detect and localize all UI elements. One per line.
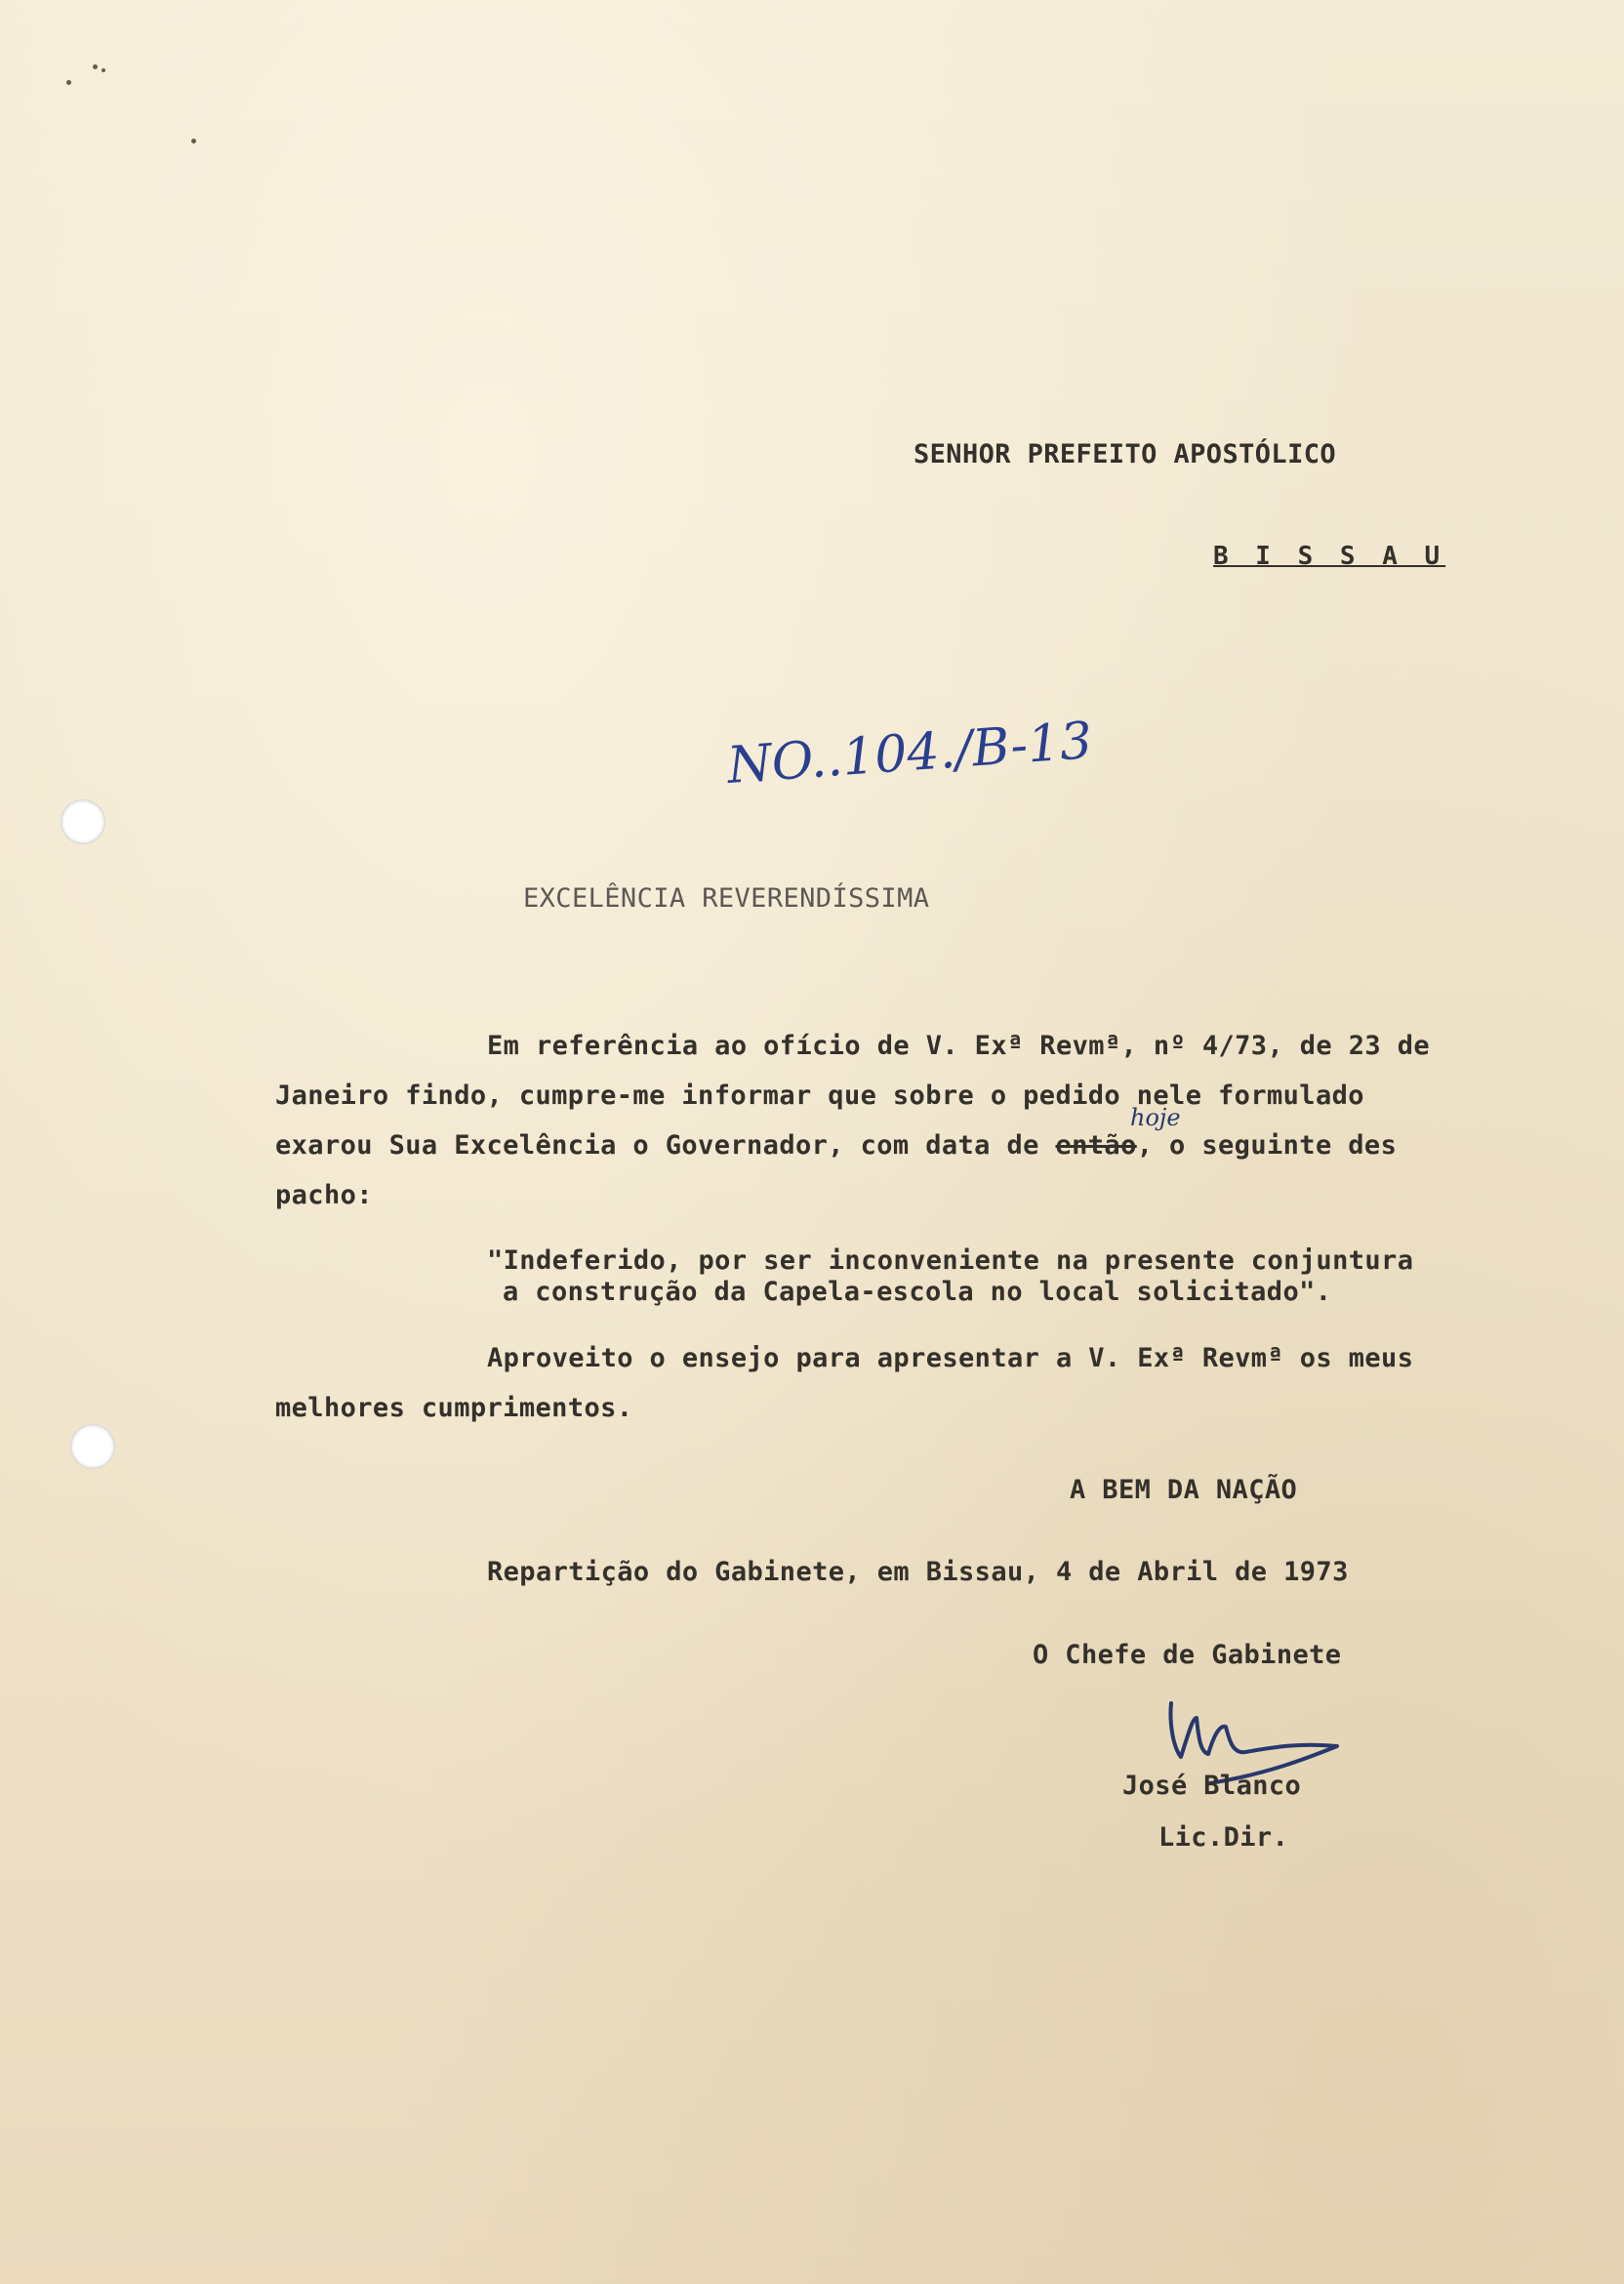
handwritten-correction: hoje xyxy=(1130,1104,1181,1131)
ink-speck xyxy=(93,64,98,69)
closing-motto: A BEM DA NAÇÃO xyxy=(1070,1475,1298,1505)
punch-hole-lower xyxy=(70,1424,115,1469)
salutation: EXCELÊNCIA REVERENDÍSSIMA xyxy=(523,883,930,914)
closing-role: O Chefe de Gabinete xyxy=(1033,1640,1342,1670)
signatory-credentials: Lic.Dir. xyxy=(1158,1822,1289,1853)
body-paragraph2-line1: Aproveito o ensejo para apresentar a V. Exª Revmª os meus xyxy=(487,1343,1414,1373)
handwritten-reference-number: NO..104./B-13 xyxy=(725,712,1094,795)
quote-line1: "Indeferido, por ser inconveniente na presente conjuntura xyxy=(487,1245,1414,1276)
body-paragraph1-line1: Em referência ao ofício de V. Exª Revmª, nº 4/73, de 23 de xyxy=(487,1031,1431,1061)
ink-speck xyxy=(191,139,196,143)
body-paragraph1-line2: Janeiro findo, cumpre-me informar que sobre o pedido nele formulado xyxy=(275,1081,1364,1111)
body-paragraph1-line4: pacho: xyxy=(275,1180,373,1210)
ink-speck xyxy=(102,68,105,72)
struck-word: então xyxy=(1055,1130,1137,1161)
body-paragraph1-line3 xyxy=(275,1132,1397,1159)
line3-end-text: , o seguinte des xyxy=(1136,1130,1398,1161)
punch-hole-upper xyxy=(61,799,105,844)
addressee-title: SENHOR PREFEITO APOSTÓLICO xyxy=(914,439,1337,469)
body-paragraph2-line2: melhores cumprimentos. xyxy=(275,1393,633,1423)
closing-place-date: Repartição do Gabinete, em Bissau, 4 de Abril de 1973 xyxy=(487,1557,1349,1587)
ink-speck xyxy=(66,80,71,85)
signatory-name: José Blanco xyxy=(1122,1771,1302,1801)
line3-start-text: exarou Sua Excelência o Governador, com data de xyxy=(275,1130,1039,1161)
addressee-city: B I S S A U xyxy=(1213,542,1446,571)
quote-line2: a construção da Capela-escola no local solicitado". xyxy=(503,1277,1332,1307)
